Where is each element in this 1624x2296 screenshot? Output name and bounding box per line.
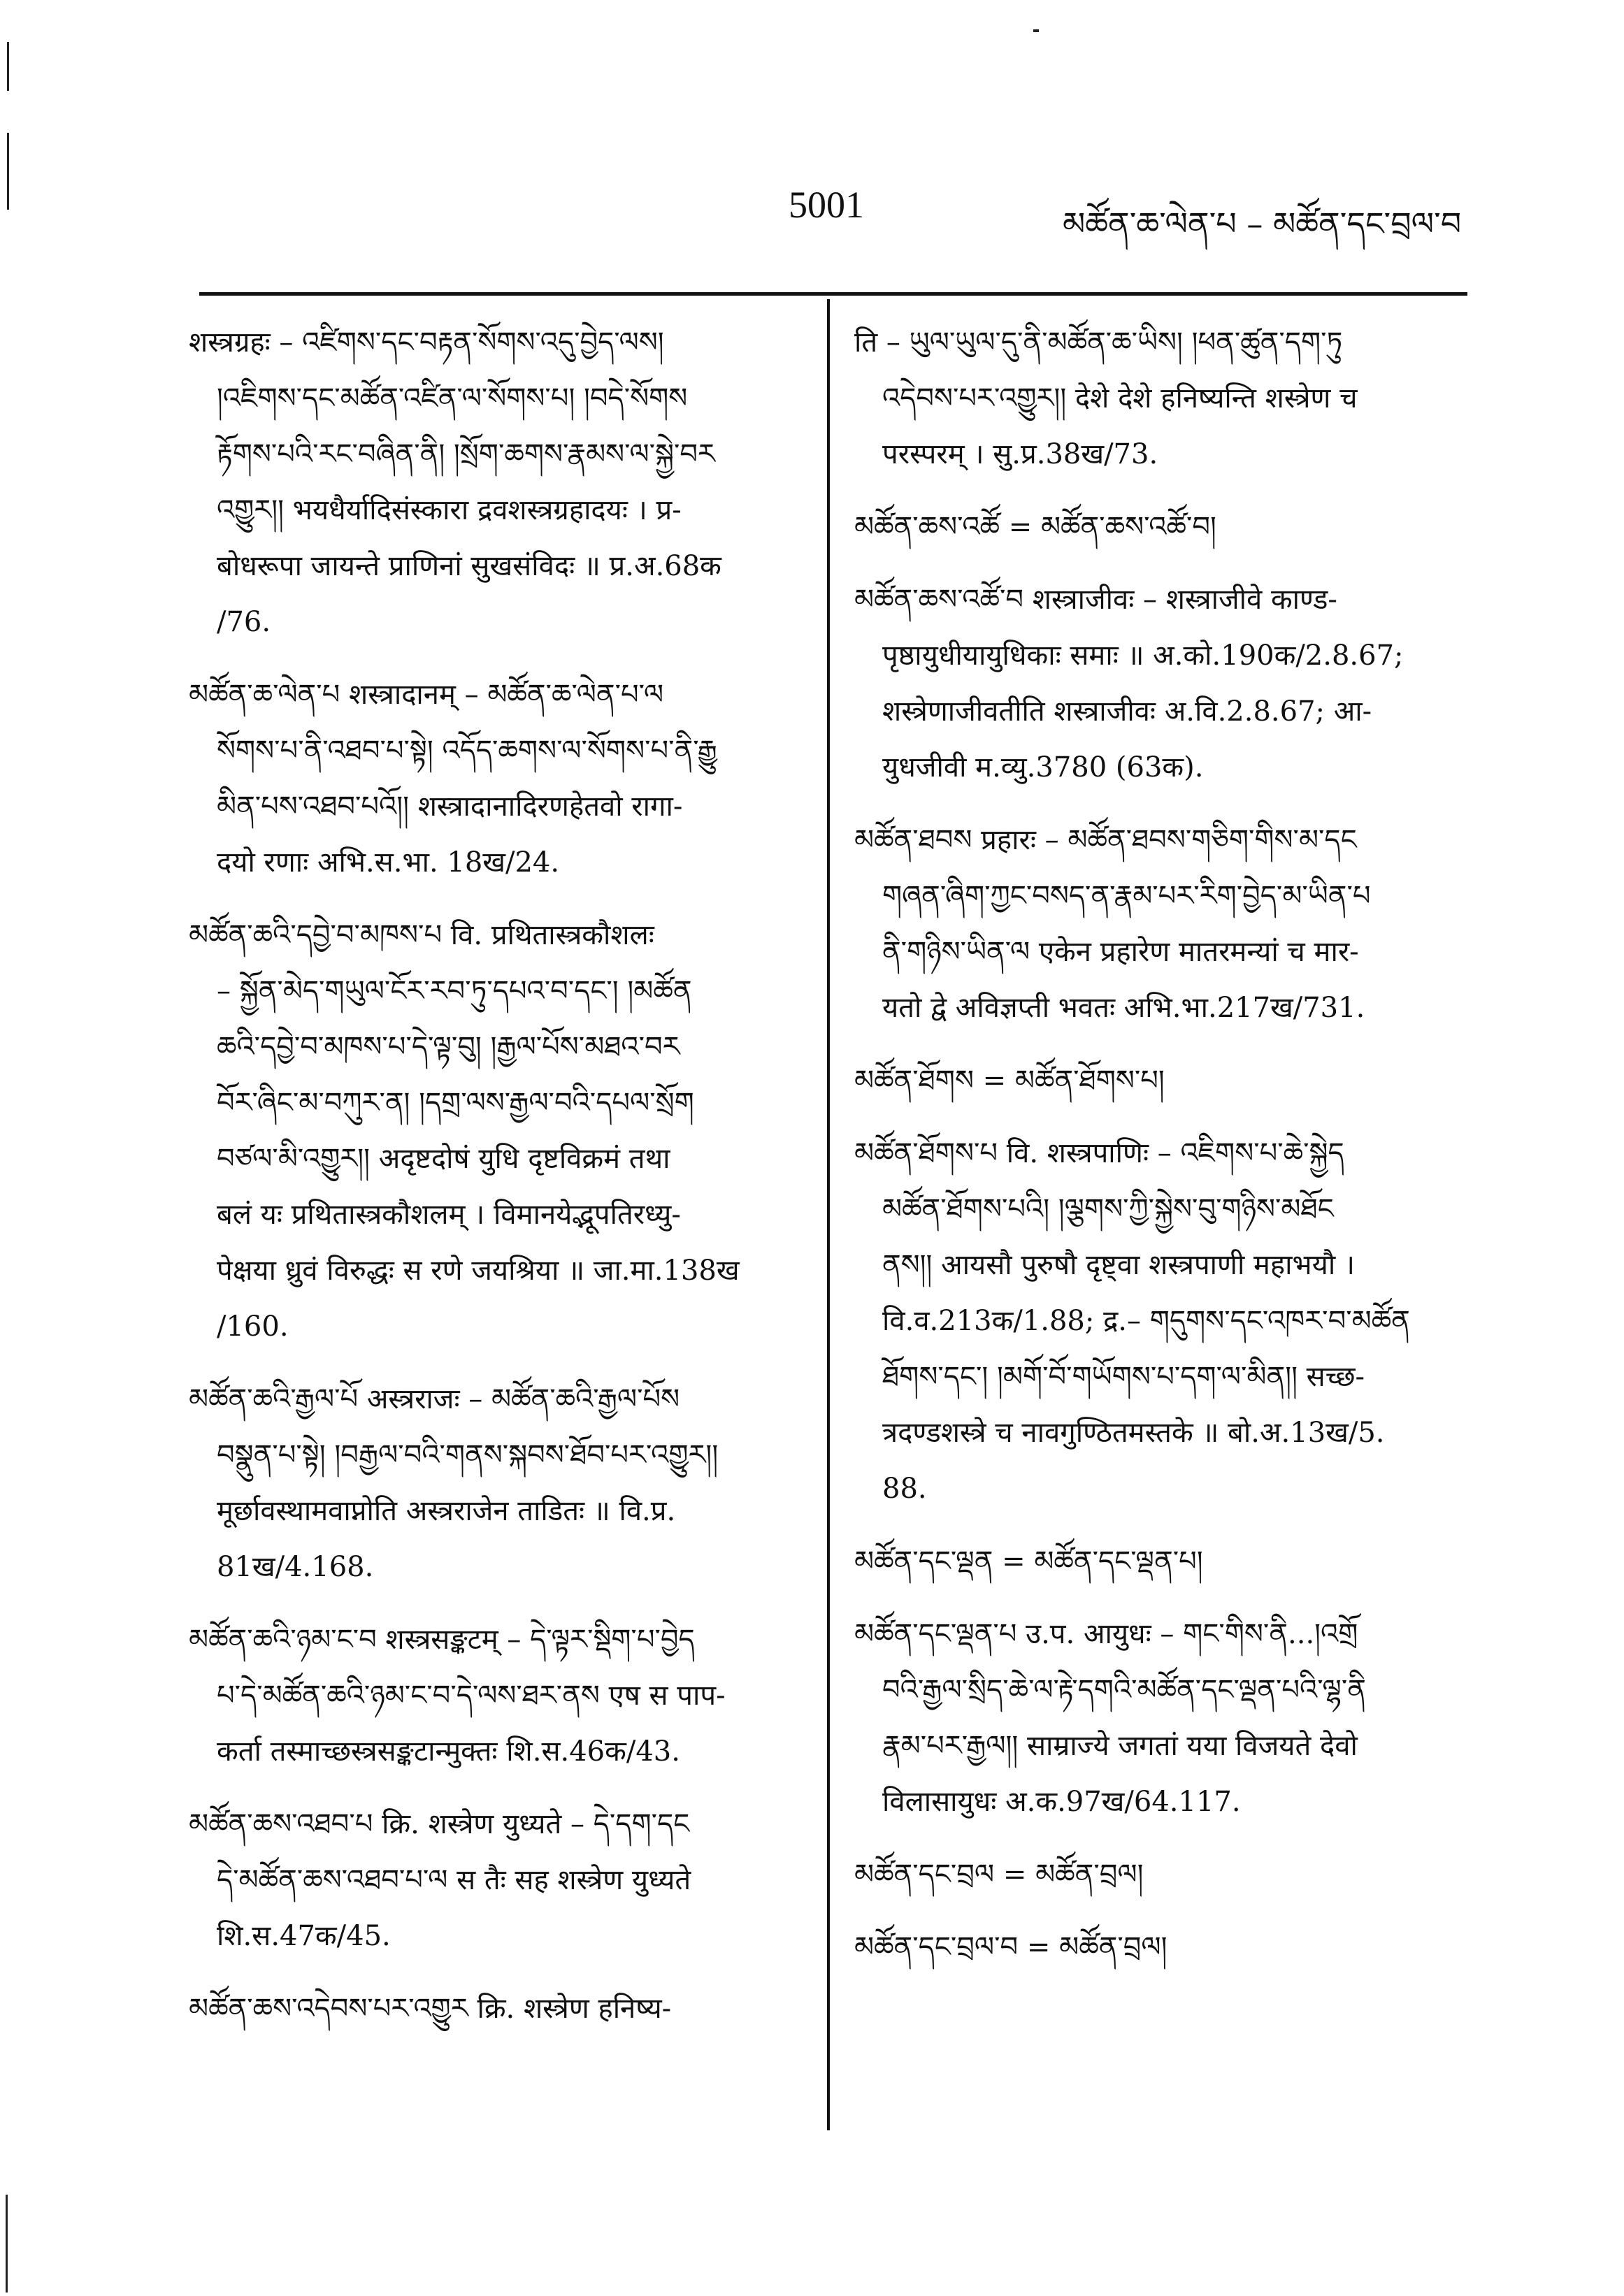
- entry-line: པ་དེ་མཚོན་ཆའི་ཉམ་ང་བ་དེ་ལས་ཐར་ནས एष स पाप-: [217, 1680, 726, 1712]
- dictionary-entry: [854, 315, 1469, 482]
- dictionary-entry: [854, 1533, 1469, 1589]
- entry-line: मूर्छावस्थामवाप्नोति अस्त्रराजेन ताडितः ॥ वि.प्र.: [217, 1495, 676, 1527]
- entry-line: བསྣུན་པ་སྟེ། །བརྒྱལ་བའི་གནས་སྐབས་ཐོབ་པར་འགྱུར།།: [217, 1439, 719, 1471]
- entry-line: बोधरूपा जायन्ते प्राणिनां सुखसंविदः ॥ प्र.अ.68क: [217, 550, 721, 582]
- entry-line: འདེབས་པར་འགྱུར།། देशे देशे हनिष्यन्ति शस्त्रेण च: [882, 382, 1358, 414]
- right-column: [854, 315, 1469, 1992]
- entry-line: མཚོན་ཐོགས་པའི། །ལྕགས་ཀྱི་སྐྱེས་བུ་གཉིས་མཐོང: [882, 1193, 1334, 1225]
- dictionary-entry: [854, 1919, 1469, 1975]
- entry-line: शस्त्रेणाजीवतीति शस्त्राजीवः अ.वि.2.8.67; आ-: [882, 695, 1372, 728]
- entry-line: यतो द्वे अविज्ञप्ती भवतः अभि.भा.217ख/731.: [882, 992, 1365, 1024]
- entry-line: འགྱུར།། भयधैर्यादिसंस्कारा द्रवशस्त्रग्रहादयः । प्र-: [217, 494, 682, 526]
- entry-line: རྣམ་པར་རྒྱལ།། साम्राज्ये जगतां यया विजयते देवो: [882, 1730, 1358, 1762]
- column-divider: [827, 299, 830, 2130]
- dictionary-entry: [854, 1847, 1469, 1902]
- entry-line: ནས།། आयसौ पुरुषौ दृष्ट्वा शस्त्रपाणी महाभयौ ।: [882, 1249, 1356, 1281]
- dictionary-entry: [189, 1796, 804, 1964]
- dictionary-entry: [854, 1125, 1469, 1517]
- dictionary-entry: [189, 315, 804, 650]
- left-column: [189, 315, 804, 2053]
- entry-headline: མཚོན་ཆས་འཚོ = མཚོན་ཆས་འཚོ་བ།: [854, 511, 1216, 543]
- entry-headline: མཚོན་ཐོགས = མཚོན་ཐོགས་པ།: [854, 1064, 1165, 1097]
- entry-line: विलासायुधः अ.क.97ख/64.117.: [882, 1786, 1241, 1818]
- entry-line: 88.: [882, 1473, 927, 1505]
- entry-headline: མཚོན་དང་ལྡན་པ उ.प. आयुधः – གང་གིས་ནི...།འགྲོ: [854, 1618, 1358, 1650]
- dictionary-entry: [189, 907, 804, 1355]
- entry-line: /76.: [217, 606, 271, 638]
- entry-line: བཙལ་མི་འགྱུར།། अदृष्टदोषं युधि दृष्टविक्रमं तथा: [217, 1143, 670, 1175]
- entry-headline: शस्त्रग्रहः – འཛིགས་དང་བརྟན་སོགས་འདུ་བྱེད་ལས།: [189, 326, 664, 359]
- dictionary-entry: [854, 1053, 1469, 1109]
- scan-edge-mark: [7, 42, 9, 91]
- entry-line: བོར་ཞིང་མ་བཀུར་ན། །དགྲ་ལས་རྒྱལ་བའི་དཔལ་སྲོག: [217, 1087, 694, 1119]
- entry-line: ནི་གཉིས་ཡིན་ལ एकेन प्रहारेण मातरमन्यां च मार-: [882, 936, 1359, 968]
- entry-line: त्रदण्डशस्त्रे च नावगुण्ठितमस्तके ॥ बो.अ.13ख/5.: [882, 1417, 1385, 1449]
- dictionary-entry: [854, 499, 1469, 555]
- entry-line: दयो रणाः अभि.स.भा. 18ख/24.: [217, 846, 560, 879]
- entry-line: དེ་མཚོན་ཆས་འཐབ་པ་ལ स तैः सह शस्त्रेण युध्यते: [217, 1864, 691, 1896]
- entry-line: वि.व.213क/1.88; द्र.– གདུགས་དང་འཁར་བ་མཚོན: [882, 1305, 1410, 1337]
- scan-edge-mark: [7, 133, 9, 210]
- entry-line: ཆའི་དབྱེ་བ་མཁས་པ་དེ་ལྟ་བུ། །རྒྱལ་པོས་མཐའ་བར: [217, 1031, 680, 1063]
- entry-headline: ति – ཡུལ་ཡུལ་དུ་ནི་མཚོན་ཆ་ཡིས། །ཕན་ཚུན་དག་ཏུ: [854, 326, 1343, 359]
- entry-headline: མཚོན་ཐབས प्रहारः – མཚོན་ཐབས་གཅིག་གིས་མ་དང: [854, 824, 1357, 856]
- dictionary-entry: [854, 572, 1469, 795]
- scan-edge-mark: [6, 2195, 8, 2293]
- page-number: 5001: [789, 184, 864, 226]
- entry-line: སོགས་པ་ནི་འཐབ་པ་སྟེ། འདོད་ཆགས་ལ་སོགས་པ་ནི་རྒྱུ: [217, 735, 717, 767]
- dictionary-entry: [189, 667, 804, 890]
- dictionary-entry: [189, 1371, 804, 1595]
- entry-line: མིན་པས་འཐབ་པའོ།། शस्त्रादानादिरणहेतवो रागा-: [217, 790, 683, 823]
- entry-line: ཐོགས་དང་། །མགོ་བོ་གཡོགས་པ་དག་ལ་མིན།། सच्छ-: [882, 1361, 1365, 1393]
- entry-headline: མཚོན་དང་བྲལ་བ = མཚོན་བྲལ།: [854, 1931, 1167, 1963]
- entry-line: पेक्षया ध्रुवं विरुद्धः स रणे जयश्रिया ॥ जा.मा.138ख: [217, 1255, 740, 1287]
- entry-headline: མཚོན་ཆའི་དབྱེ་བ་མཁས་པ वि. प्रथितास्त्रकौशलः: [189, 919, 654, 951]
- entry-line: कर्ता तस्माच्छस्त्रसङ्कटान्मुक्तः शि.स.46क/43.: [217, 1735, 680, 1768]
- entry-line: 81ख/4.168.: [217, 1551, 374, 1583]
- entry-line: གཞན་ཞིག་ཀྱང་བསད་ན་རྣམ་པར་རིག་བྱེད་མ་ཡིན་པ: [882, 880, 1371, 912]
- dictionary-entry: [854, 1606, 1469, 1830]
- dictionary-entry: [854, 812, 1469, 1036]
- entry-headline: མཚོན་ཐོགས་པ वि. शस्त्रपाणिः – འཇིགས་པ་ཆེ་སྐྱེད: [854, 1137, 1344, 1169]
- entry-line: རྟོགས་པའི་རང་བཞིན་ནི། །སྲོག་ཆགས་རྣམས་ལ་སྐྱེ་བར: [217, 438, 715, 470]
- entry-line: पृष्ठायुधीयायुधिकाः समाः ॥ अ.को.190क/2.8.67;: [882, 640, 1404, 672]
- dictionary-entry: [189, 1981, 804, 2037]
- entry-line: བའི་རྒྱལ་སྲིད་ཆེ་ལ་རྟེ་དགའི་མཚོན་དང་ལྡན་པའི་ལྷ་ནི: [882, 1674, 1366, 1706]
- entry-line: शि.स.47क/45.: [217, 1920, 391, 1952]
- entry-headline: མཚོན་ཆའི་རྒྱལ་པོ अस्त्रराजः – མཚོན་ཆའི་རྒྱལ་པོས: [189, 1383, 680, 1415]
- dictionary-entry: [189, 1612, 804, 1779]
- entry-headline: མཚོན་ཆས་འདེབས་པར་འགྱུར क्रि. शस्त्रेण हनिष्य-: [189, 1993, 672, 2025]
- entry-headline: མཚོན་དང་ལྡན = མཚོན་དང་ལྡན་པ།: [854, 1545, 1203, 1577]
- entry-line: परस्परम् । सु.प्र.38ख/73.: [882, 438, 1158, 470]
- entry-headline: མཚོན་ཆའི་ཉམ་ང་བ शस्त्रसङ्कटम् – དེ་ལྟར་སྡིག་པ་བྱེད: [189, 1624, 695, 1656]
- entry-line: युधजीवी म.व्यु.3780 (63क).: [882, 751, 1204, 784]
- entry-line: །འཇིགས་དང་མཚོན་འཛིན་ལ་སོགས་པ། །བདེ་སོགས: [217, 382, 688, 414]
- scan-edge-mark: [1033, 29, 1039, 32]
- entry-headline: མཚོན་ཆ་ལེན་པ शस्त्रादानम् – མཚོན་ཆ་ལེན་པ་ལ: [189, 679, 664, 711]
- entry-line: /160.: [217, 1311, 289, 1343]
- entry-line: बलं यः प्रथितास्त्रकौशलम् । विमानयेद्भूपतिरध्यु-: [217, 1199, 681, 1231]
- header-rule: [199, 292, 1467, 296]
- entry-headline: མཚོན་ཆས་འཐབ་པ क्रि. शस्त्रेण युध्यते – དེ་དག་དང: [189, 1808, 690, 1840]
- entry-headline: མཚོན་དང་བྲལ = མཚོན་བྲལ།: [854, 1858, 1144, 1891]
- entry-line: – སྐྱོན་མེད་གཡུལ་ངོར་རབ་ཏུ་དཔའ་བ་དང་། །མཚོན: [217, 975, 692, 1007]
- running-head: མཚོན་ཆ་ལེན་པ – མཚོན་དང་བྲལ་བ: [1063, 205, 1462, 243]
- entry-headline: མཚོན་ཆས་འཚོ་བ शस्त्राजीवः – शस्त्राजीवे काण्ड-: [854, 584, 1337, 616]
